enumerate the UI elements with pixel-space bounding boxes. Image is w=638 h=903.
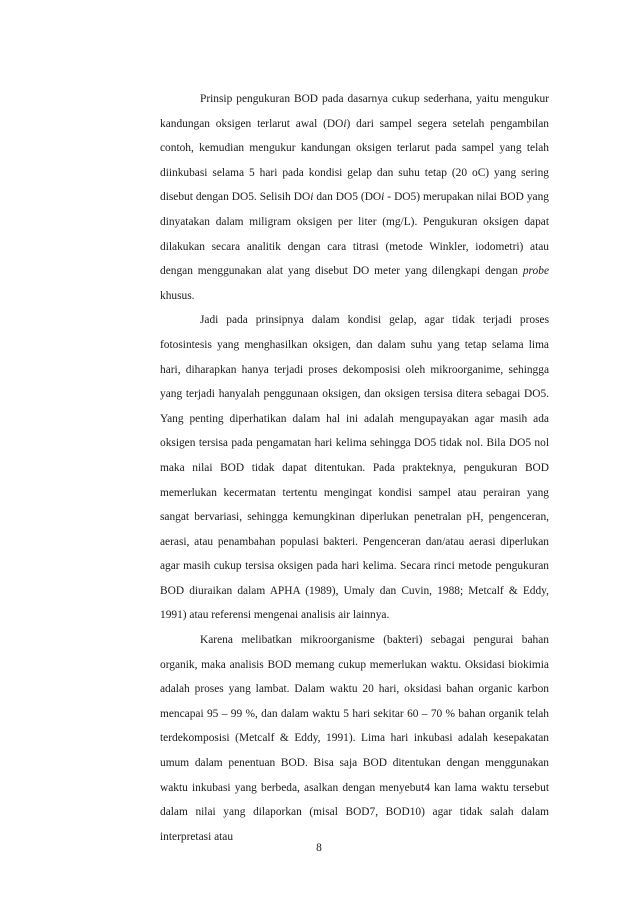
paragraph-1: Prinsip pengukuran BOD pada dasarnya cukup sederhana, yaitu mengukur kandungan oksigen terlarut awal (DOi) dari sampel segera setelah pengambilan contoh, kemudian mengukur kandungan oksigen terlarut pada sampel yang telah diinkubasi selama 5 hari pada kondisi gelap dan suhu tetap (20 oC) yang sering disebut dengan DO5. Selisih DOi dan DO5 (DOi - DO5) merupakan nilai BOD yang dinyatakan dalam miligram oksigen per liter (mg/L). Pengukuran oksigen dapat dilakukan secara analitik dengan cara titrasi (metode Winkler, iodometri) atau dengan menggunakan alat yang disebut DO meter yang dilengkapi dengan probe khusus.: [160, 93, 549, 302]
italic-run: i: [381, 191, 385, 204]
italic-run: probe: [522, 265, 549, 278]
italic-run: i: [310, 191, 314, 204]
paragraph-3: Karena melibatkan mikroorganisme (bakteri) sebagai pengurai bahan organik, maka analisis BOD memang cukup memerlukan waktu. Oksidasi biokimia adalah proses yang lambat. Dalam waktu 20 hari, oksidasi bahan organic karbon mencapai 95 – 99 %, dan dalam waktu 5 hari sekitar 60 – 70 % bahan organik telah terdekomposisi (Metcalf & Eddy, 1991). Lima hari inkubasi adalah kesepakatan umum dalam penentuan BOD. Bisa saja BOD ditentukan dengan menggunakan waktu inkubasi yang berbeda, asalkan dengan menyebut4 kan lama waktu tersebut dalam nilai yang dilaporkan (misal BOD7, BOD10) agar tidak salah dalam interpretasi atau: [160, 634, 549, 843]
italic-run: i: [343, 117, 347, 130]
body-text: [160, 87, 549, 849]
page-number: 8: [316, 842, 322, 854]
paragraph-2: Jadi pada prinsipnya dalam kondisi gelap, agar tidak terjadi proses fotosintesis yang menghasilkan oksigen, dan dalam suhu yang tetap selama lima hari, diharapkan hanya terjadi proses dekomposisi oleh mikroorganime, sehingga yang terjadi hanyalah penggunaan oksigen, dan oksigen tersisa ditera sebagai DO5. Yang penting diperhatikan dalam hal ini adalah mengupayakan agar masih ada oksigen tersisa pada pengamatan hari kelima sehingga DO5 tidak nol. Bila DO5 nol maka nilai BOD tidak dapat ditentukan. Pada prakteknya, pengukuran BOD memerlukan kecermatan tertentu mengingat kondisi sampel atau perairan yang sangat bervariasi, sehingga kemungkinan diperlukan penetralan pH, pengenceran, aerasi, atau penambahan populasi bakteri. Pengenceran dan/atau aerasi diperlukan agar masih cukup tersisa oksigen pada hari kelima. Secara rinci metode pengukuran BOD diuraikan dalam APHA (1989), Umaly dan Cuvin, 1988; Metcalf & Eddy, 1991) atau referensi mengenai analisis air lainnya.: [160, 314, 549, 622]
